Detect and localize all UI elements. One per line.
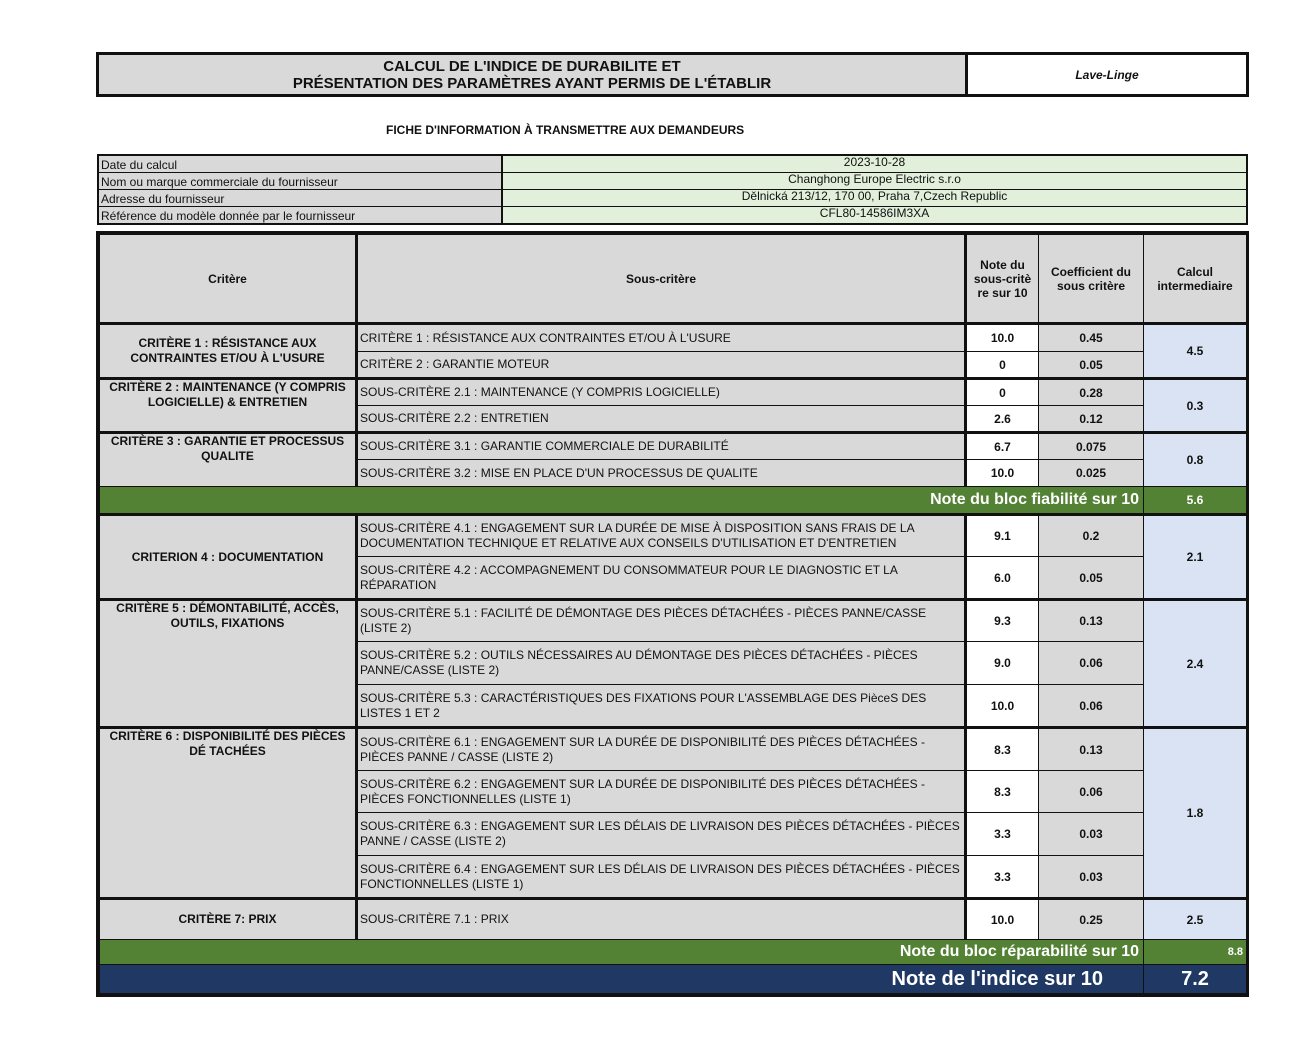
- note-cell: 10.0: [966, 324, 1039, 352]
- info-row: [99, 173, 1246, 190]
- info-row: [99, 190, 1246, 207]
- header-coef-line: sous critère: [1056, 278, 1126, 293]
- note-cell: 3.3: [966, 813, 1039, 856]
- header-note-line: sous-critè: [973, 271, 1032, 286]
- info-value: 2023-10-28: [503, 156, 1246, 172]
- sous-critere-cell: SOUS-CRITÈRE 6.1 : ENGAGEMENT SUR LA DURÉE DE DISPONIBILITÉ DES PIÈCES DÉTACHÉES - PIÈCES PANNE / CASSE (LISTE 2): [357, 728, 966, 771]
- critere-cell: CRITÈRE 6 : DISPONIBILITÉ DES PIÈCES DÉ TACHÉES: [100, 728, 357, 899]
- sous-critere-cell: SOUS-CRITÈRE 5.3 : CARACTÉRISTIQUES DES FIXATIONS POUR L'ASSEMBLAGE DES PièceS DES LISTES 1 ET 2: [357, 685, 966, 728]
- info-label: Nom ou marque commerciale du fournisseur: [99, 173, 503, 189]
- note-cell: 2.6: [966, 406, 1039, 433]
- title-line-1: CALCUL DE L'INDICE DE DURABILITE ET: [383, 57, 681, 75]
- coef-cell: 0.025: [1039, 460, 1144, 487]
- coef-cell: 0.06: [1039, 771, 1144, 813]
- title-line-2: PRÉSENTATION DES PARAMÈTRES AYANT PERMIS DE L'ÉTABLIR: [292, 74, 772, 92]
- coef-cell: 0.03: [1039, 813, 1144, 856]
- sous-critere-cell: SOUS-CRITÈRE 5.1 : FACILITÉ DE DÉMONTAGE DES PIÈCES DÉTACHÉES - PIÈCES PANNE/CASSE (LISTE 2): [357, 600, 966, 642]
- calc-cell: 1.8: [1144, 728, 1247, 899]
- header-coefficient: [1039, 235, 1144, 324]
- sous-critere-cell: SOUS-CRITÈRE 6.2 : ENGAGEMENT SUR LA DURÉE DE DISPONIBILITÉ DES PIÈCES DÉTACHÉES - PIÈCES FONCTIONNELLES (LISTE 1): [357, 771, 966, 813]
- coef-cell: 0.13: [1039, 728, 1144, 771]
- calc-cell: 0.8: [1144, 433, 1247, 487]
- table-row: [100, 728, 1247, 771]
- header-coef-line: Coefficient du: [1051, 264, 1131, 279]
- critere-cell: CRITÈRE 5 : DÉMONTABILITÉ, ACCÈS, OUTILS, FIXATIONS: [100, 600, 357, 728]
- calc-cell: 0.3: [1144, 379, 1247, 433]
- header-critere: Critère: [100, 235, 357, 324]
- coef-cell: 0.05: [1039, 352, 1144, 379]
- coef-cell: 0.06: [1039, 685, 1144, 728]
- critere-cell: CRITERION 4 : DOCUMENTATION: [100, 515, 357, 600]
- table-row: [100, 899, 1247, 940]
- durability-index-table: [96, 231, 1249, 997]
- indice-label: Note de l'indice sur 10: [100, 965, 1144, 994]
- indice-total-row: [100, 965, 1247, 994]
- note-cell: 0: [966, 379, 1039, 406]
- note-cell: 6.7: [966, 433, 1039, 460]
- info-label: Adresse du fournisseur: [99, 190, 503, 206]
- critere-cell: CRITÈRE 2 : MAINTENANCE (Y COMPRIS LOGICIELLE) & ENTRETIEN: [100, 379, 357, 433]
- header-calcul: [1144, 235, 1247, 324]
- sous-critere-cell: CRITÈRE 2 : GARANTIE MOTEUR: [357, 352, 966, 379]
- coef-cell: 0.13: [1039, 600, 1144, 642]
- coef-cell: 0.06: [1039, 642, 1144, 685]
- info-value: Changhong Europe Electric s.r.o: [503, 173, 1246, 189]
- sous-critere-cell: SOUS-CRITÈRE 3.1 : GARANTIE COMMERCIALE DE DURABILITÉ: [357, 433, 966, 460]
- table-row: [100, 379, 1247, 406]
- header-calc-line: Calcul: [1176, 264, 1213, 279]
- info-value: Dělnická 213/12, 170 00, Praha 7,Czech Republic: [503, 190, 1246, 206]
- coef-cell: 0.12: [1039, 406, 1144, 433]
- table-row: [100, 515, 1247, 557]
- fiabilite-total-row: [100, 487, 1247, 515]
- coef-cell: 0.28: [1039, 379, 1144, 406]
- sous-critere-cell: SOUS-CRITÈRE 6.3 : ENGAGEMENT SUR LES DÉLAIS DE LIVRAISON DES PIÈCES DÉTACHÉES - PIÈCES PANNE / CASSE (LISTE 2): [357, 813, 966, 856]
- coef-cell: 0.25: [1039, 899, 1144, 940]
- header-sous-critere: Sous-critère: [357, 235, 966, 324]
- reparabilite-value: 8.8: [1144, 940, 1247, 965]
- sous-critere-cell: CRITÈRE 1 : RÉSISTANCE AUX CONTRAINTES ET/OU À L'USURE: [357, 324, 966, 352]
- header-note-line: Note du: [980, 257, 1025, 272]
- supplier-info-table: [97, 154, 1248, 225]
- fiabilite-label: Note du bloc fiabilité sur 10: [100, 487, 1144, 515]
- sous-critere-cell: SOUS-CRITÈRE 7.1 : PRIX: [357, 899, 966, 940]
- critere-cell: CRITÈRE 7: PRIX: [100, 899, 357, 940]
- coef-cell: 0.03: [1039, 856, 1144, 899]
- header-note-line: re sur 10: [977, 285, 1028, 300]
- calc-cell: 4.5: [1144, 324, 1247, 379]
- document-subtitle: FICHE D'INFORMATION À TRANSMETTRE AUX DEMANDEURS: [386, 123, 745, 137]
- sous-critere-cell: SOUS-CRITÈRE 5.2 : OUTILS NÉCESSAIRES AU DÉMONTAGE DES PIÈCES DÉTACHÉES - PIÈCES PANNE/CASSE (LISTE 2): [357, 642, 966, 685]
- info-label: Date du calcul: [99, 156, 503, 172]
- table-row: [100, 600, 1247, 642]
- header-box: [96, 52, 1249, 97]
- note-cell: 9.1: [966, 515, 1039, 557]
- indice-value: 7.2: [1144, 965, 1247, 994]
- fiabilite-value: 5.6: [1144, 487, 1247, 515]
- info-row: [99, 207, 1246, 223]
- note-cell: 8.3: [966, 771, 1039, 813]
- note-cell: 3.3: [966, 856, 1039, 899]
- calc-cell: 2.1: [1144, 515, 1247, 600]
- calc-cell: 2.4: [1144, 600, 1247, 728]
- calc-cell: 2.5: [1144, 899, 1247, 940]
- coef-cell: 0.45: [1039, 324, 1144, 352]
- critere-cell: CRITÈRE 3 : GARANTIE ET PROCESSUS QUALITE: [100, 433, 357, 487]
- info-value: CFL80-14586IM3XA: [503, 207, 1246, 223]
- product-type: Lave-Linge: [1075, 67, 1139, 82]
- note-cell: 10.0: [966, 899, 1039, 940]
- coef-cell: 0.2: [1039, 515, 1144, 557]
- note-cell: 9.0: [966, 642, 1039, 685]
- table-row: [100, 324, 1247, 352]
- header-note: [966, 235, 1039, 324]
- document-title: [99, 55, 968, 94]
- table-row: [100, 433, 1247, 460]
- sous-critere-cell: SOUS-CRITÈRE 2.1 : MAINTENANCE (Y COMPRIS LOGICIELLE): [357, 379, 966, 406]
- note-cell: 6.0: [966, 557, 1039, 600]
- note-cell: 0: [966, 352, 1039, 379]
- sous-critere-cell: SOUS-CRITÈRE 6.4 : ENGAGEMENT SUR LES DÉLAIS DE LIVRAISON DES PIÈCES DÉTACHÉES - PIÈCES FONCTIONNELLES (LISTE 1): [357, 856, 966, 899]
- info-row: [99, 156, 1246, 173]
- note-cell: 10.0: [966, 460, 1039, 487]
- sous-critere-cell: SOUS-CRITÈRE 4.1 : ENGAGEMENT SUR LA DURÉE DE MISE À DISPOSITION SANS FRAIS DE LA DOCUMENTATION TECHNIQUE ET RELATIVE AUX CONSEILS D'UTILISATION ET D'ENTRETIEN: [357, 515, 966, 557]
- coef-cell: 0.075: [1039, 433, 1144, 460]
- reparabilite-total-row: [100, 940, 1247, 965]
- critere-cell: CRITÈRE 1 : RÉSISTANCE AUX CONTRAINTES ET/OU À L'USURE: [100, 324, 357, 379]
- note-cell: 10.0: [966, 685, 1039, 728]
- coef-cell: 0.05: [1039, 557, 1144, 600]
- sous-critere-cell: SOUS-CRITÈRE 4.2 : ACCOMPAGNEMENT DU CONSOMMATEUR POUR LE DIAGNOSTIC ET LA RÉPARATION: [357, 557, 966, 600]
- sous-critere-cell: SOUS-CRITÈRE 3.2 : MISE EN PLACE D'UN PROCESSUS DE QUALITE: [357, 460, 966, 487]
- note-cell: 9.3: [966, 600, 1039, 642]
- sous-critere-cell: SOUS-CRITÈRE 2.2 : ENTRETIEN: [357, 406, 966, 433]
- info-label: Référence du modèle donnée par le fournisseur: [99, 207, 503, 223]
- note-cell: 8.3: [966, 728, 1039, 771]
- header-calc-line: intermediaire: [1157, 278, 1233, 293]
- reparabilite-label: Note du bloc réparabilité sur 10: [100, 940, 1144, 965]
